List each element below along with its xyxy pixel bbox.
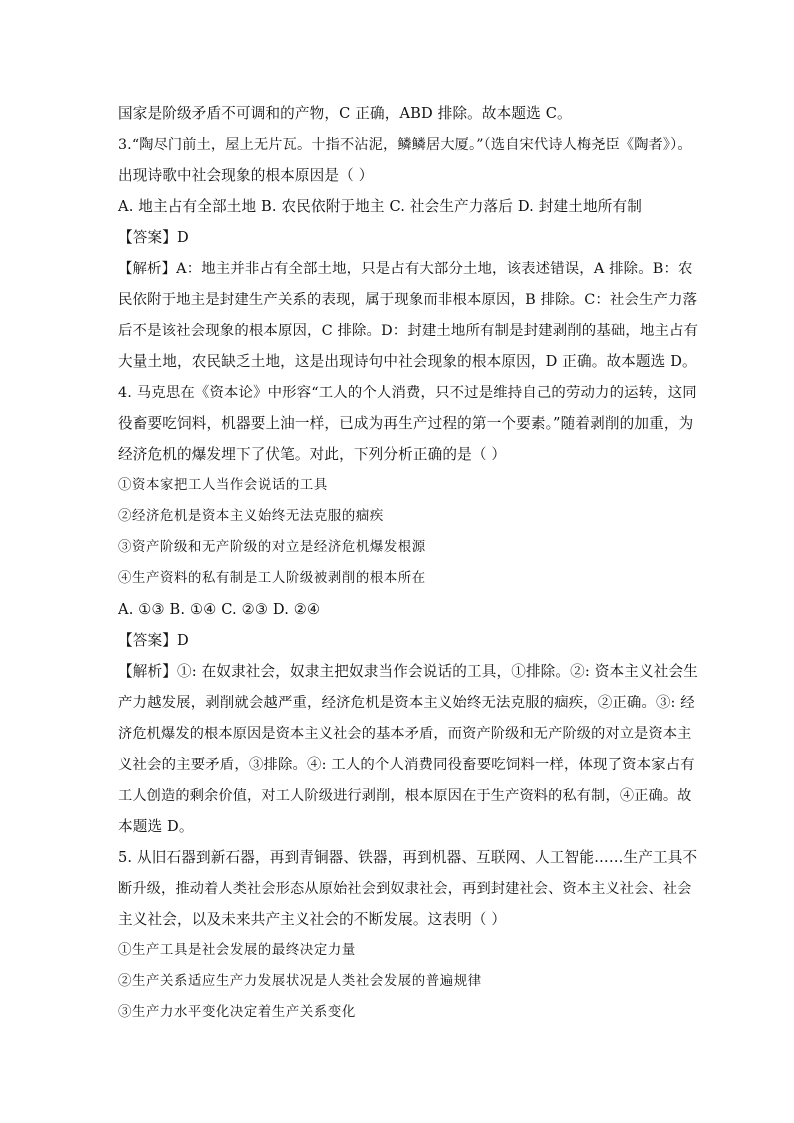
question-4-stem: 役畜要吃饲料，机器要上油一样，已成为再生产过程的第一个要素。”随着剥削的加重，为 [118, 415, 694, 432]
analysis-line: 大量土地，农民缺乏土地，这是出现诗句中社会现象的根本原因，D 正确。故本题选 D。 [118, 353, 697, 370]
statement-4: ④生产资料的私有制是工人阶级被剥削的根本所在 [118, 571, 426, 586]
question-4-options: A. ①③ B. ①④ C. ②③ D. ②④ [118, 601, 321, 618]
analysis-line: 济危机爆发的根本原因是资本主义社会的基本矛盾，而资产阶级和无产阶级的对立是资本主 [118, 726, 692, 742]
statement-2: ②生产关系适应生产力发展状况是人类社会发展的普遍规律 [118, 974, 482, 989]
statement-1: ①生产工具是社会发展的最终决定力量 [118, 943, 356, 958]
answer-line: 【答案】D [118, 229, 189, 246]
statement-1: ①资本家把工人当作会说话的工具 [118, 478, 328, 493]
question-5-stem: 5. 从旧石器到新石器，再到青铜器、铁器，再到机器、互联网、人工智能……生产工具不 [118, 849, 698, 866]
question-5-stem: 主义社会，以及未来共产主义社会的不断发展。这表明（ ） [118, 911, 507, 928]
analysis-line: 后不是该社会现象的根本原因，C 排除。D：封建土地所有制是封建剥削的基础，地主占有 [118, 323, 699, 339]
question-3-options: A. 地主占有全部土地 B. 农民依附于地主 C. 社会生产力落后 D. 封建土地所有制 [118, 198, 642, 215]
statement-2: ②经济危机是资本主义始终无法克服的痼疾 [118, 509, 384, 524]
analysis-line: 产力越发展，剥削就会越严重，经济危机是资本主义始终无法克服的痼疾，②正确。③: 经 [118, 695, 695, 711]
question-5-stem: 断升级，推动着人类社会形态从原始社会到奴隶社会，再到封建社会、资本主义社会、社会 [118, 881, 692, 897]
analysis-line: 工人创造的剩余价值，对工人阶级进行剥削，根本原因在于生产资料的私有制，④正确。故 [118, 788, 692, 804]
statement-3: ③生产力水平变化决定着生产关系变化 [118, 1005, 356, 1020]
answer-line: 【答案】D [118, 632, 189, 649]
text-line: 国家是阶级矛盾不可调和的产物，C 正确，ABD 排除。故本题选 C。 [118, 105, 572, 122]
question-4-stem: 4. 马克思在《资本论》中形容“工人的个人消费，只不过是维持自己的劳动力的运转，这同 [118, 385, 697, 401]
analysis-line: 【解析】①: 在奴隶社会，奴隶主把奴隶当作会说话的工具，①排除。②: 资本主义社会生 [118, 663, 698, 680]
analysis-line: 义社会的主要矛盾，③排除。④: 工人的个人消费同役畜要吃饲料一样，体现了资本家占有 [118, 757, 695, 773]
question-3-stem: 出现诗歌中社会现象的根本原因是（ ） [118, 167, 374, 184]
analysis-line: 【解析】A：地主并非占有全部土地，只是占有大部分土地，该表述错误，A 排除。B：农 [118, 261, 693, 277]
analysis-line: 本题选 D。 [118, 818, 194, 835]
analysis-line: 民依附于地主是封建生产关系的表现，属于现象而非根本原因，B 排除。C：社会生产力落 [118, 292, 698, 308]
question-4-stem: 经济危机的爆发埋下了伏笔。对此，下列分析正确的是（ ） [118, 446, 507, 463]
statement-3: ③资产阶级和无产阶级的对立是经济危机爆发根源 [118, 540, 426, 555]
question-3-stem: 3.“陶尽门前土，屋上无片瓦。十指不沾泥，鳞鳞居大厦。”（选自宋代诗人梅尧臣《陶者》）。 [118, 137, 692, 153]
